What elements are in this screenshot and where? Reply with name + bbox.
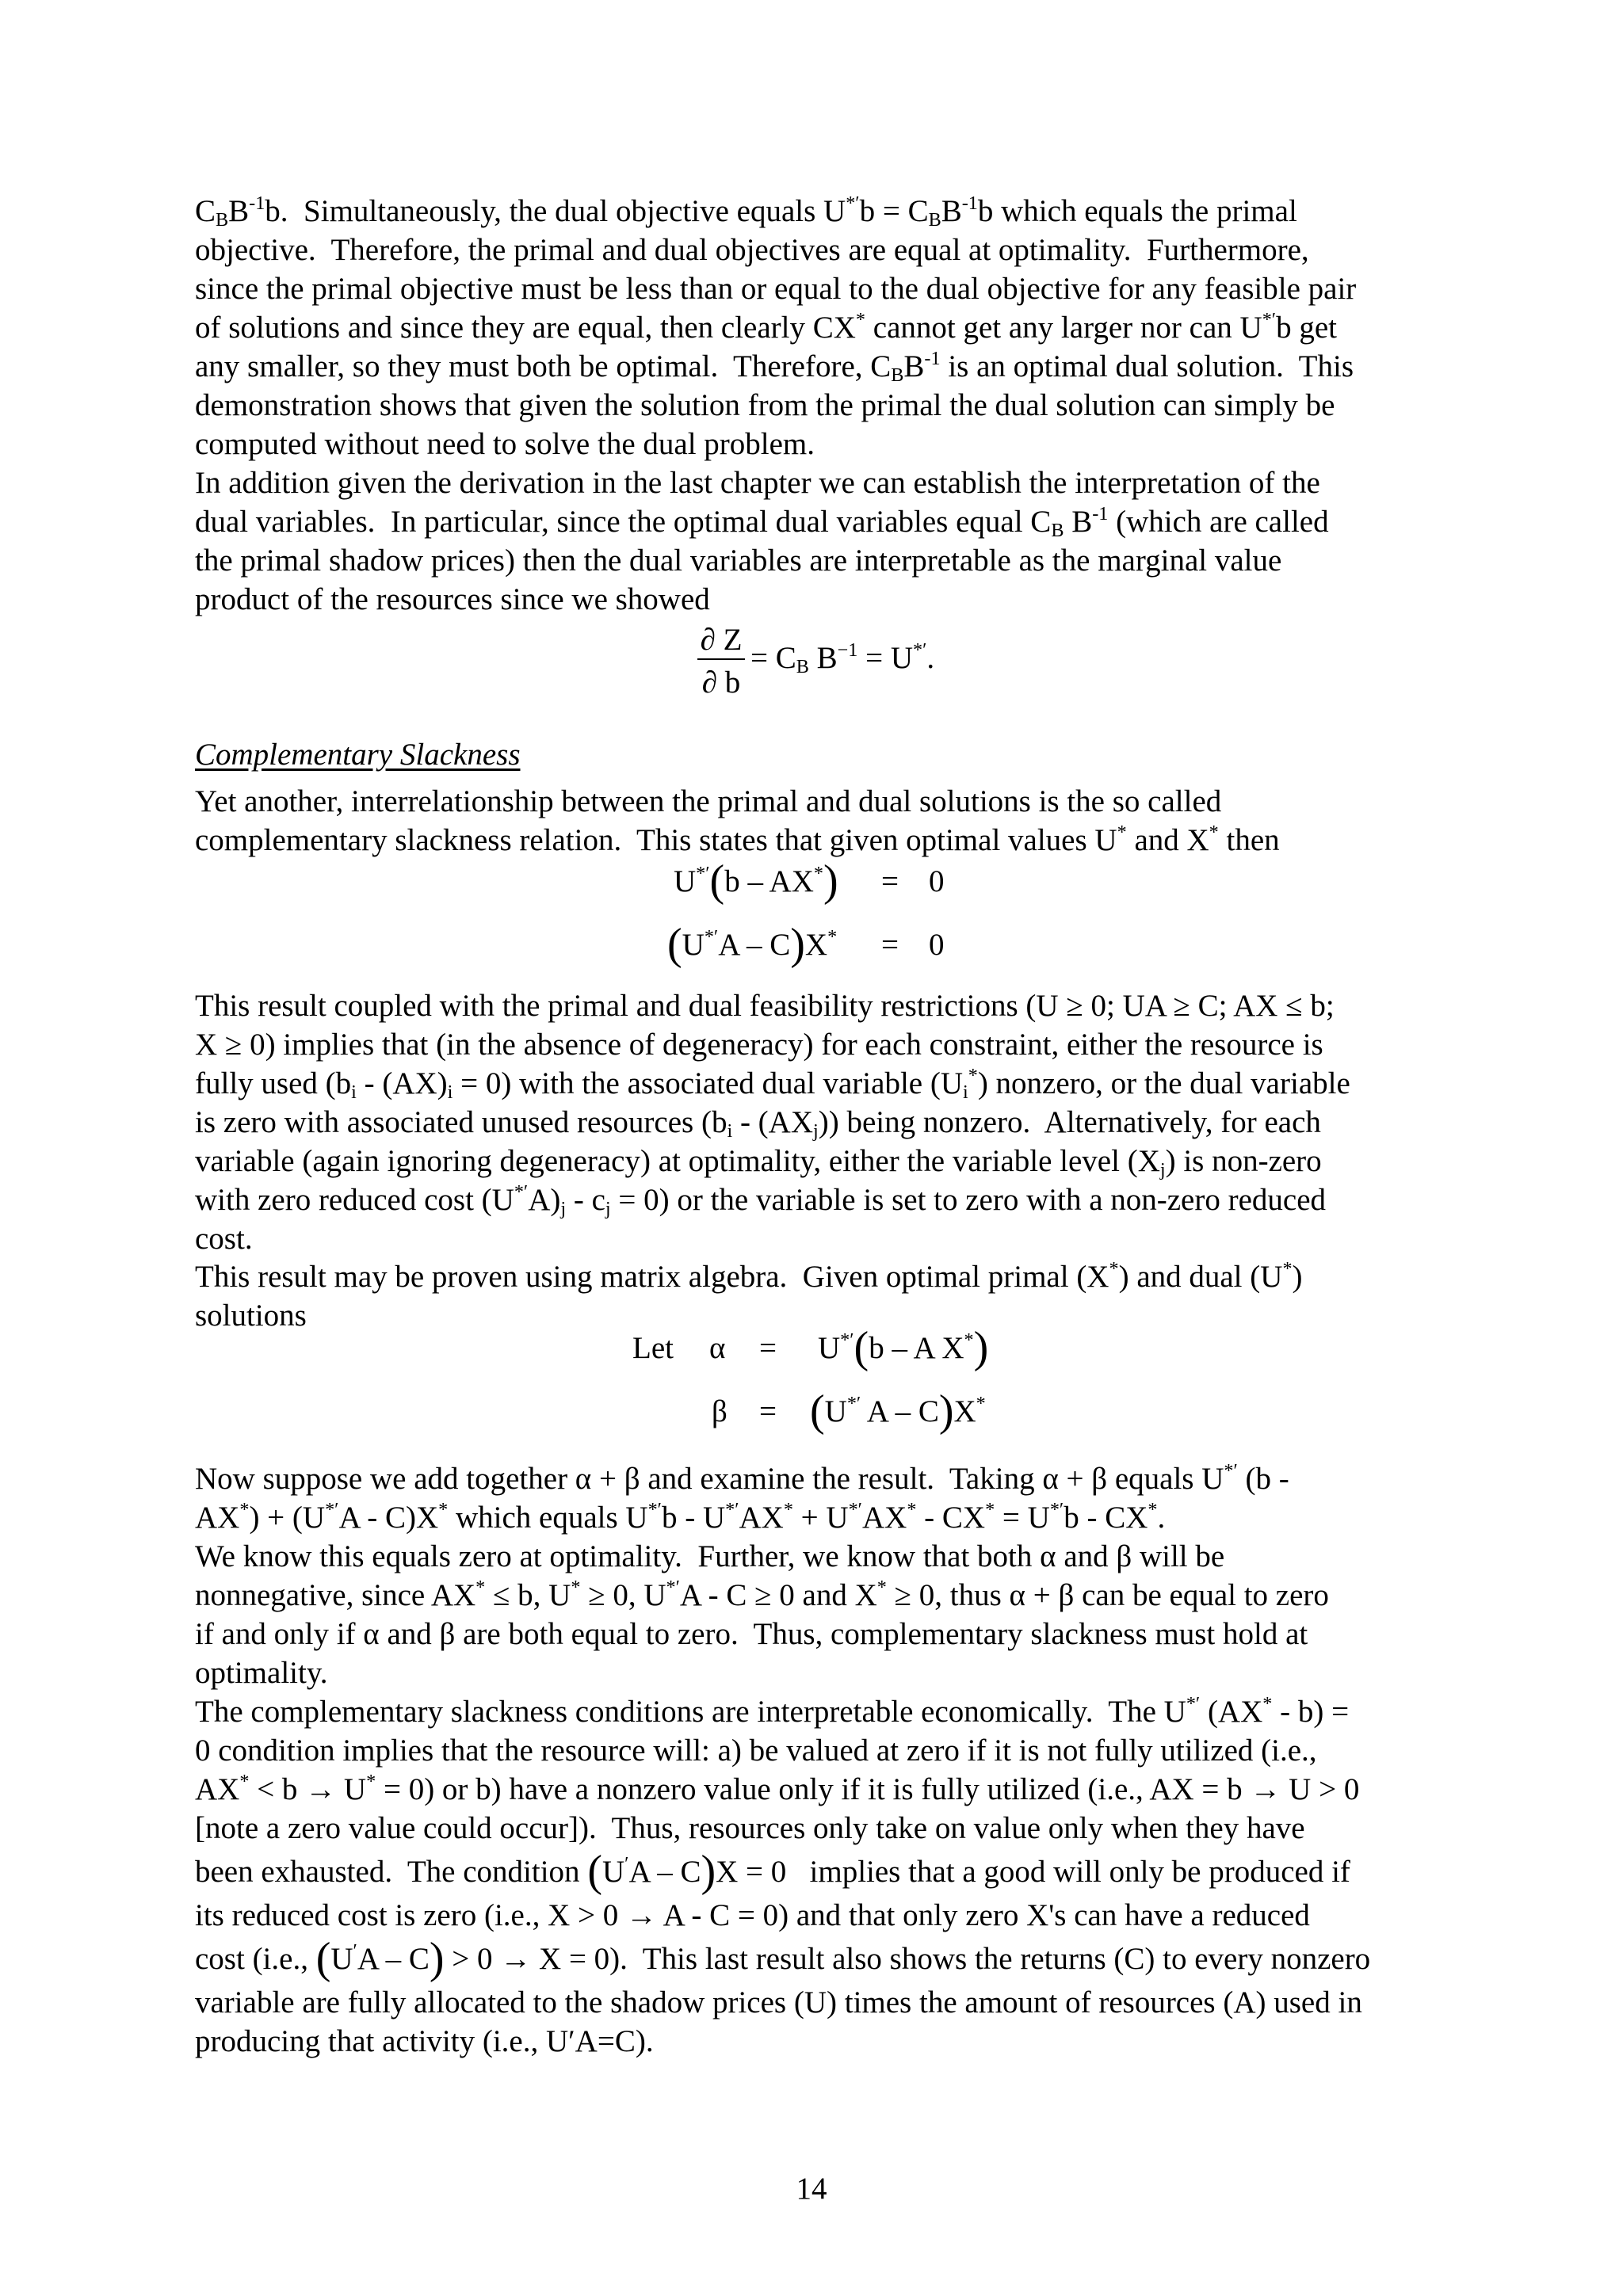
text-line: is zero with associated unused resources $(b_i - (AX_j))$ being nonzero. Alternatively, for each xyxy=(195,1105,1321,1142)
text-line: cost (i.e., (U′A – C) > 0 → X = 0). This last result also shows the returns (C) to every nonzero xyxy=(195,1934,1371,1983)
text-line: AX*) + (U*′A - C)X* which equals U*′b - U*′AX* + U*′AX* - CX* = U*′b - CX*. xyxy=(195,1499,1166,1535)
page-number: 14 xyxy=(796,2172,827,2206)
text-line: dual variables. In particular, since the optimal dual variables equal $C_B$ $B^{-1}$ (which are called xyxy=(195,503,1329,542)
text-line: the primal shadow prices) then the dual variables are interpretable as the marginal value xyxy=(195,543,1282,578)
paragraph-economic-interpretation xyxy=(195,1692,1447,2061)
text-line: optimality. xyxy=(195,1656,328,1690)
text-line: This result may be proven using matrix algebra. Given optimal primal (X*) and dual (U*) xyxy=(195,1258,1303,1294)
text-line: AX* < b → U* = 0) or b) have a nonzero value only if it is fully utilized (i.e., AX = b → U > 0 xyxy=(195,1771,1360,1806)
let-label: Let xyxy=(632,1331,674,1365)
text-line: complementary slackness relation. This states that given optimal values U* and X* then xyxy=(195,822,1280,857)
text-line: computed without need to solve the dual problem. xyxy=(195,427,815,461)
text-line: $C_BB^{-1}b$. Simultaneously, the dual objective equals $U^{*'}b = C_BB^{-1}b$ which equals the primal xyxy=(195,193,1297,231)
equation-derivative-fraction xyxy=(697,620,745,702)
text-line: product of the resources since we showed xyxy=(195,582,710,616)
equation-slackness-row-1: U*′(b – AX*) xyxy=(674,856,838,906)
equals-sign: = xyxy=(759,1394,777,1428)
paragraph-optimality xyxy=(195,1537,1447,1692)
text-line: The complementary slackness conditions are interpretable economically. The U*′ (AX* - b) = xyxy=(195,1693,1350,1729)
text-line: any smaller, so they must both be optimal. Therefore, $C_BB^{-1}$ is an optimal dual solution. This xyxy=(195,348,1354,387)
equals-sign: = xyxy=(881,928,899,962)
equals-sign: = xyxy=(759,1331,777,1365)
text-line: We know this equals zero at optimality. Further, we know that both α and β will be xyxy=(195,1539,1225,1573)
text-line: been exhausted. The condition (U′A – C)X = 0 implies that a good will only be produced if xyxy=(195,1847,1350,1896)
text-line: variable (again ignoring degeneracy) at optimality, either the variable level $(X_j)$ is non-zero xyxy=(195,1144,1322,1181)
beta-symbol: β xyxy=(712,1394,727,1428)
fraction-denominator: ∂ b xyxy=(701,666,741,700)
text-line: variable are fully allocated to the shadow prices (U) times the amount of resources (A) used in xyxy=(195,1985,1362,2019)
paragraph-sum-result xyxy=(195,1459,1447,1537)
equation-beta-definition: (U*′ A – C)X* xyxy=(810,1386,986,1436)
zero-value: 0 xyxy=(929,864,945,898)
text-line: its reduced cost is zero (i.e., X > 0 → A - C = 0) and that only zero X's can have a reduced xyxy=(195,1898,1310,1932)
text-line: since the primal objective must be less than or equal to the dual objective for any feasible pair xyxy=(195,272,1357,306)
fraction-numerator: ∂ Z xyxy=(700,623,743,657)
alpha-symbol: α xyxy=(709,1331,726,1365)
paragraph-dual-interpretation xyxy=(195,463,1447,619)
text-line: This result coupled with the primal and dual feasibility restrictions (U ≥ 0; UA ≥ C; AX ≤ b; xyxy=(195,989,1335,1023)
text-line: Yet another, interrelationship between the primal and dual solutions is the so called xyxy=(195,784,1222,818)
text-line: objective. Therefore, the primal and dual objectives are equal at optimality. Furthermore, xyxy=(195,233,1309,267)
paragraph-complementary-intro xyxy=(195,782,1447,860)
text-line: with zero reduced cost $(U^{*'}A)_j - c_j = 0$) or the variable is set to zero with a non-zero reduced xyxy=(195,1181,1327,1220)
text-line: 0 condition implies that the resource will: a) be valued at zero if it is not fully utilized (i.e., xyxy=(195,1733,1317,1768)
text-line: Now suppose we add together α + β and examine the result. Taking α + β equals U*′ (b - xyxy=(195,1460,1289,1496)
text-line: nonnegative, since AX* ≤ b, U* ≥ 0, U*′A - C ≥ 0 and X* ≥ 0, thus α + β can be equal to zero xyxy=(195,1577,1329,1612)
text-line: solutions xyxy=(195,1299,307,1333)
text-line: producing that activity (i.e., U′A=C). xyxy=(195,2024,654,2058)
text-line: of solutions and since they are equal, then clearly CX* cannot get any larger nor can U*′b get xyxy=(195,309,1337,345)
paragraph-proof-intro xyxy=(195,1257,1447,1335)
paragraph-primal-dual-objective xyxy=(195,192,1447,463)
section-heading: Complementary Slackness xyxy=(195,738,521,772)
zero-value: 0 xyxy=(929,928,945,962)
text-line: fully used $(b_i - (AX)_i = 0)$ with the associated dual variable $(U_i^*)$ nonzero, or the dual variable xyxy=(195,1065,1350,1104)
text-line: if and only if α and β are both equal to zero. Thus, complementary slackness must hold at xyxy=(195,1617,1308,1651)
equals-sign: = xyxy=(881,864,899,898)
text-line: In addition given the derivation in the last chapter we can establish the interpretation of the xyxy=(195,466,1320,500)
text-line: X ≥ 0) implies that (in the absence of degeneracy) for each constraint, either the resource is xyxy=(195,1028,1323,1062)
text-line: cost. xyxy=(195,1222,253,1256)
paragraph-feasibility xyxy=(195,986,1447,1258)
text-line: demonstration shows that given the solution from the primal the dual solution can simply be xyxy=(195,388,1335,422)
fraction-bar xyxy=(697,658,745,660)
equation-slackness-row-2: (U*′A – C)X* xyxy=(667,920,838,969)
equation-shadow-price: = $C_B$ $B^{-1} = U^{*'}$. xyxy=(750,639,935,678)
equation-alpha-definition: U*′(b – A X*) xyxy=(818,1323,989,1372)
text-line: [note a zero value could occur]). Thus, resources only take on value only when they have xyxy=(195,1811,1305,1845)
